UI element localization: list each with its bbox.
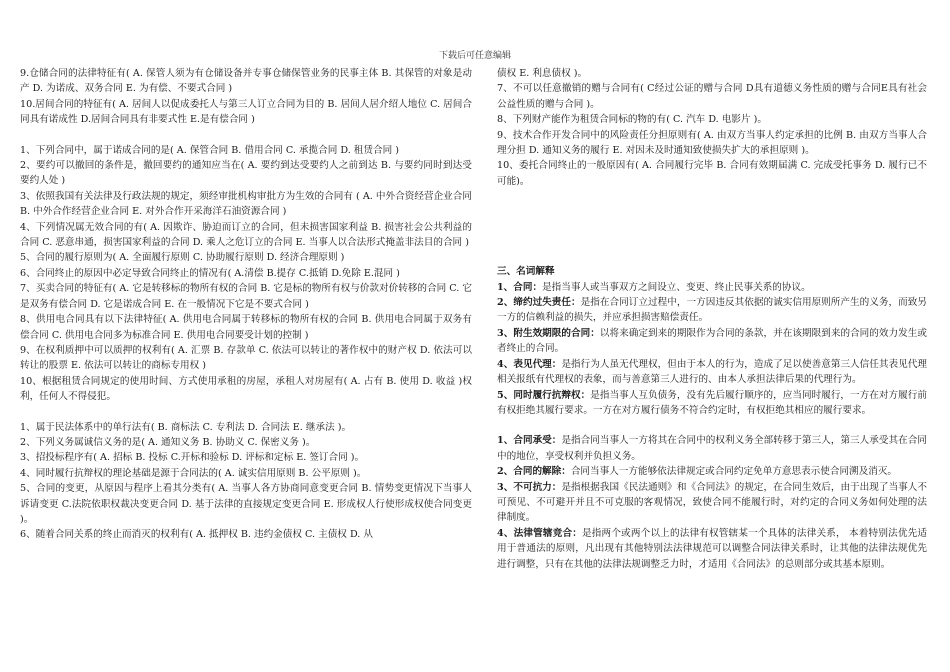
term-definition: 是指根据我国《民法通则》和《合同法》的规定，在合同生效后，由于出现了当事人不可预见、不可避开并且不可克服的客观情况，致使合同不能履行时，对约定的合同义务如何处理的法律制度。 xyxy=(497,481,927,524)
term-label: 3、不可抗力： xyxy=(497,481,562,493)
right-paragraph xyxy=(497,433,927,464)
right-paragraph xyxy=(497,264,927,279)
left-paragraph: 9.仓储合同的法律特征有( A. 保管人须为有仓储设备并专事仓储保管业务的民事主体 B. 其保管的对象是动产 D. 为诺成、双务合同 E. 为有偿、不要式合同 ) xyxy=(20,68,472,95)
right-paragraph: 10、委托合同终止的一般原因有( A. 合同履行完毕 B. 合同有效期届满 C. 完成受托事务 D. 履行已不可能)。 xyxy=(497,160,927,187)
left-paragraph: 3、招投标程序有( A. 招标 B. 投标 C.开标和验标 D. 评标和定标 E. 签订合同 )。 xyxy=(20,452,365,464)
term-label: 1、合同承受： xyxy=(497,435,562,447)
term-definition: 是指当事人互负债务，没有先后履行顺序的，应当同时履行，一方在对方履行前有权拒绝其履行要求。一方在对方履行债务不符合约定时，有权拒绝其相应的履行要求。 xyxy=(497,389,927,416)
right-paragraph: 债权 E. 利息债权 )。 xyxy=(497,68,588,79)
term-label: 4、表见代理： xyxy=(497,358,562,370)
term-definition: 是指合同当事人一方将其在合同中的权利义务全部转移于第三人，第三人承受其在合同中的地位，享受权利并负担义务。 xyxy=(497,435,927,462)
right-paragraph xyxy=(497,388,927,419)
term-definition: 是指两个或两个以上的法律有权管辖某一个具体的法律关系， 本着特别法优先适用于普通法的原则，凡出现有其他特别法法律规范可以调整合同法律关系时，让其他的法律法规优先进行调整，只有在其他的法律法规调整乏力时，才适用《合同法》的总则部分或其基本原则。 xyxy=(497,527,927,570)
term-label: 1、合同： xyxy=(497,281,543,293)
term-label: 2、合同的解除： xyxy=(497,466,571,478)
term-label: 4、法律管辖竞合： xyxy=(497,527,583,539)
left-paragraph: 5、合同的履行原则为( A. 全面履行原则 C. 协助履行原则 D. 经济合理原则 ) xyxy=(20,252,345,264)
left-paragraph: 9、在权利质押中可以质押的权利有( A. 汇票 B. 存款单 C. 依法可以转让的著作权中的财产权 D. 依法可以转让的股票 E. 依法可以转让的商标专用权 ) xyxy=(20,344,472,372)
paragraph-gap xyxy=(20,405,472,420)
term-definition: 以将来确定到来的期限作为合同的条款，并在该期限到来的合同的效力发生或者终止的合同。 xyxy=(497,327,927,355)
term-label: 3、附生效期限的合同： xyxy=(497,327,600,339)
left-paragraph: 8、供用电合同具有以下法律特征( A. 供用电合同属于转移标的物所有权的合同 B. 供用电合同属于双务有偿合同 C. 供用电合同多为标准合同 E. 供用电合同要受计划的控制 ) xyxy=(20,314,472,341)
term-label: 2、缔约过失责任： xyxy=(497,297,581,309)
left-paragraph: 2、下列义务属诚信义务的是( A. 通知义务 B. 协助义 C. 保密义务 )。 xyxy=(20,436,316,448)
right-paragraph: 8、下列财产能作为租赁合同标的物的有( C. 汽车 D. 电影片 )。 xyxy=(497,114,767,126)
left-paragraph: 2、要约可以撤回的条件是，撤回要约的通知应当在( A. 要约到达受要约人之前到达 B. 与要约同时到达受要约人处 ) xyxy=(20,160,472,187)
paragraph-gap xyxy=(497,249,927,264)
right-paragraph xyxy=(497,464,927,479)
right-column xyxy=(497,66,927,572)
left-paragraph: 1、属于民法体系中的单行法有( B. 商标法 C. 专利法 D. 合同法 E. 继承法 )。 xyxy=(20,421,352,433)
left-paragraph: 7、买卖合同的特征有( A. 它是转移标的物所有权的合同 B. 它是标的物所有权与价款对价转移的合同 C. 它是双务有偿合同 D. 它是诺成合同 E. 在一般情况下它是不要式合同 ) xyxy=(20,283,472,310)
left-paragraph: 10、根据租赁合同规定的使用时间、方式使用承租的房屋，承租人对房屋有( A. 占有 B. 使用 D. 收益 )权利，任何人不得侵犯。 xyxy=(20,375,472,403)
right-paragraph xyxy=(497,280,927,295)
term-definition: 是指在合同订立过程中，一方因违反其依据的诚实信用原则所产生的义务，而致另一方的信赖利益的损失，并应承担损害赔偿责任。 xyxy=(497,297,927,324)
right-paragraph xyxy=(497,357,927,388)
left-paragraph: 4、同时履行抗辩权的理论基础是源于合同法的( A. 诚实信用原则 B. 公平原则 )。 xyxy=(20,467,367,479)
term-definition: 合同当事人一方能够依法律规定或合同约定免单方意思表示使合同溯及消灭。 xyxy=(570,466,898,478)
left-paragraph: 6、合同终止的原因中必定导致合同终止的情况有( A.清偿 B.提存 C.抵销 D.免除 E.混同 ) xyxy=(20,267,400,279)
term-label: 5、同时履行抗辩权： xyxy=(497,389,591,401)
left-paragraph: 10.居间合同的特征有( A. 居间人以促成委托人与第三人订立合同为目的 B. 居间人居介绍人地位 C. 居间合同具有诺成性 D.居间合同具有非要式性 E.是有偿合同 ) xyxy=(20,98,472,126)
term-definition: 是指当事人或当事双方之间设立、变更、终止民事关系的协议。 xyxy=(542,281,811,293)
right-paragraph xyxy=(497,526,927,572)
left-paragraph: 4、下列情况属无效合同的有( A. 因欺诈、胁迫而订立的合同，但未损害国家利益 B. 损害社会公共利益的合同 C. 恶意串通，损害国家利益的合同 D. 乘人之危订立的合同 E. 当事人以合法形式掩盖非法目的合同 ) xyxy=(20,221,472,249)
term-label: 三、名词解释 xyxy=(497,266,555,278)
term-definition: 是指行为人虽无代理权，但由于本人的行为，造成了足以使善意第三人信任其表见代理相关报纸有代理权的表象，而与善意第三人进行的、由本人承担法律后果的代理行为。 xyxy=(497,358,927,386)
left-paragraph: 5、合同的变更，从原因与程序上看其分类有( A. 当事人各方协商同意变更合同 B. 情势变更情况下当事人诉请变更 C.法院依职权裁决变更合同 D. 基于法律的直接规定变更合同 E. 形成权人行使形成权使合同变更 )。 xyxy=(20,483,472,525)
paragraph-gap xyxy=(497,189,927,219)
left-column xyxy=(20,66,472,543)
right-paragraph: 9、技术合作开发合同中的风险责任分担原则有( A. 由双方当事人约定承担的比例 B. 由双方当事人合理分担 D. 通知义务的履行 E. 对因未及时通知致使损失扩大的承担原则 )。 xyxy=(497,129,927,157)
right-paragraph xyxy=(497,295,927,326)
right-paragraph: 7、不可以任意撤销的赠与合同有( C经过公证的赠与合同 D具有道德义务性质的赠与合同E具有社会公益性质的赠与合同 )。 xyxy=(497,83,927,110)
paragraph-gap xyxy=(497,219,927,249)
left-paragraph: 3、依照我国有关法律及行政法规的规定，须经审批机构审批方为生效的合同有 ( A. 中外合资经营企业合同 B. 中外合作经营企业合同 E. 对外合作开采海洋石油资源合同 ) xyxy=(20,190,472,218)
paragraph-gap xyxy=(20,128,472,143)
paragraph-gap xyxy=(497,418,927,433)
left-paragraph: 1、下列合同中，属于诺成合同的是( A. 保管合同 B. 借用合同 C. 承揽合同 D. 租赁合同 ) xyxy=(20,144,399,156)
right-paragraph xyxy=(497,480,927,526)
right-paragraph xyxy=(497,326,927,357)
left-paragraph: 6、随着合同关系的终止而消灭的权利有( A. 抵押权 B. 违约金债权 C. 主债权 D. 从 xyxy=(20,529,373,541)
page-header: 下载后可任意编辑 xyxy=(438,51,511,61)
